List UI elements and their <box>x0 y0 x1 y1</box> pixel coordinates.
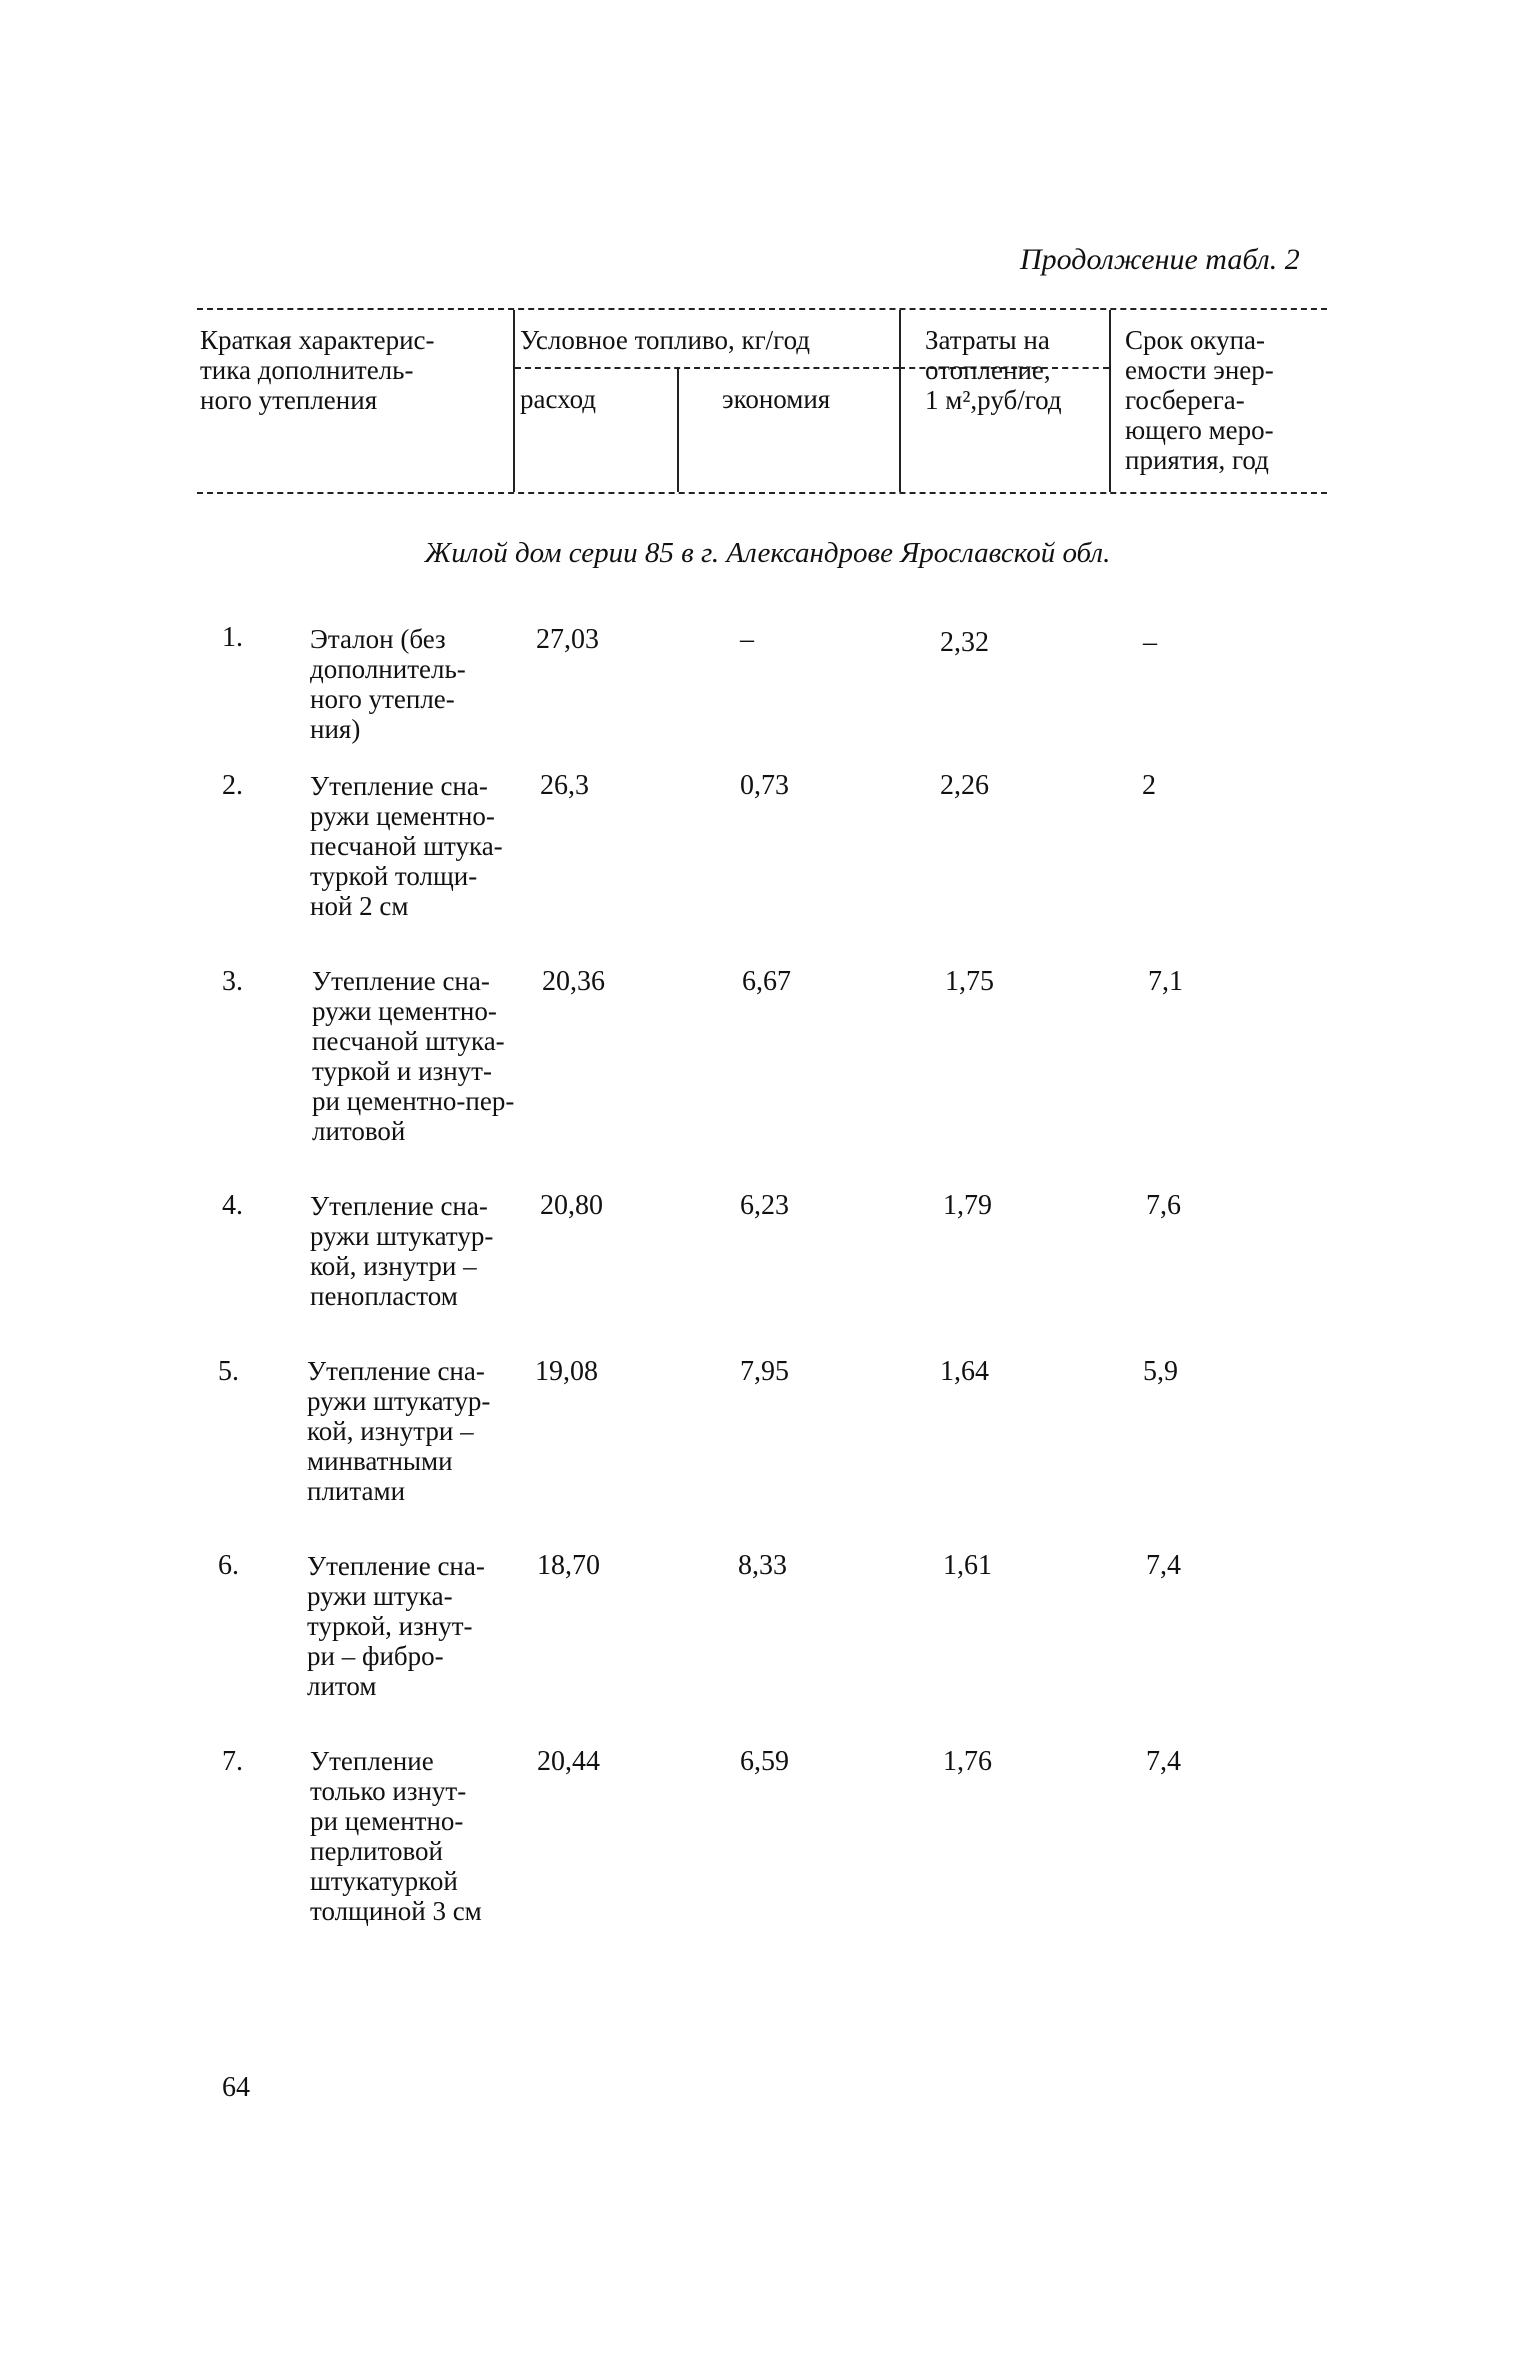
row-description: Утепление сна- ружи штукатур- кой, изнутри – пенопластом <box>310 1191 494 1311</box>
row-consumption: 20,44 <box>537 1746 600 1777</box>
row-payback: – <box>1143 627 1157 658</box>
row-description: Утепление сна- ружи цементно- песчаной штука- туркой толщи- ной 2 см <box>310 771 503 921</box>
row-cost: 1,64 <box>940 1356 989 1387</box>
header-cost: Затраты на отопление, 1 м²,руб/год <box>925 325 1062 415</box>
row-number: 5. <box>218 1356 239 1387</box>
header-fuel-consumption: расход <box>520 384 597 414</box>
row-saving: 0,73 <box>740 770 789 801</box>
header-vline-2 <box>677 369 679 492</box>
row-description: Утепление только изнут- ри цементно- перлитовой штукатуркой толщиной 3 см <box>310 1746 482 1926</box>
header-bottom-rule <box>197 492 1327 494</box>
row-consumption: 18,70 <box>537 1550 600 1581</box>
row-payback: 2 <box>1142 770 1156 801</box>
row-cost: 1,75 <box>945 966 994 997</box>
row-cost: 1,61 <box>943 1550 992 1581</box>
row-cost: 1,76 <box>943 1746 992 1777</box>
header-top-rule <box>197 308 1327 310</box>
row-saving: 7,95 <box>740 1356 789 1387</box>
row-saving: 8,33 <box>738 1550 787 1581</box>
header-fuel-saving: экономия <box>722 384 831 414</box>
header-vline-4 <box>1109 310 1111 492</box>
row-description: Утепление сна- ружи цементно- песчаной штука- туркой и изнут- ри цементно-пер- литовой <box>312 966 515 1146</box>
row-consumption: 20,80 <box>540 1190 603 1221</box>
header-vline-1 <box>513 310 515 492</box>
row-description: Утепление сна- ружи штука- туркой, изнут- ри – фибро- литом <box>307 1551 485 1701</box>
header-payback: Срок окупа- емости энер- госберега- ющего меро- приятия, год <box>1125 325 1274 475</box>
page-number: 64 <box>222 2072 250 2103</box>
header-fuel: Условное топливо, кг/год <box>520 325 811 355</box>
header-description: Краткая характерис- тика дополнитель- ного утепления <box>200 325 435 415</box>
row-payback: 7,1 <box>1148 966 1183 997</box>
row-consumption: 20,36 <box>542 966 605 997</box>
row-saving: 6,23 <box>740 1190 789 1221</box>
row-consumption: 26,3 <box>540 770 589 801</box>
row-cost: 1,79 <box>943 1190 992 1221</box>
row-number: 6. <box>218 1550 239 1581</box>
row-payback: 7,4 <box>1146 1746 1181 1777</box>
header-sub-rule <box>515 367 899 369</box>
row-payback: 7,6 <box>1146 1190 1181 1221</box>
row-consumption: 27,03 <box>536 624 599 655</box>
row-payback: 7,4 <box>1146 1550 1181 1581</box>
row-saving: 6,59 <box>740 1746 789 1777</box>
header-vline-3 <box>899 310 901 492</box>
row-payback: 5,9 <box>1143 1356 1178 1387</box>
row-number: 4. <box>222 1190 243 1221</box>
row-number: 3. <box>222 966 243 997</box>
row-number: 7. <box>222 1746 243 1777</box>
row-description: Эталон (без дополнитель- ного утепле- ния) <box>310 624 466 744</box>
table-caption: Продолжение табл. 2 <box>1020 243 1300 276</box>
row-saving: 6,67 <box>742 966 791 997</box>
section-title: Жилой дом серии 85 в г. Александрове Ярославской обл. <box>424 537 1111 569</box>
row-consumption: 19,08 <box>535 1356 598 1387</box>
row-number: 2. <box>222 770 243 801</box>
row-saving: – <box>740 624 754 655</box>
row-number: 1. <box>222 622 243 653</box>
row-cost: 2,32 <box>940 627 989 658</box>
row-cost: 2,26 <box>940 770 989 801</box>
row-description: Утепление сна- ружи штукатур- кой, изнутри – минватными плитами <box>307 1356 491 1506</box>
